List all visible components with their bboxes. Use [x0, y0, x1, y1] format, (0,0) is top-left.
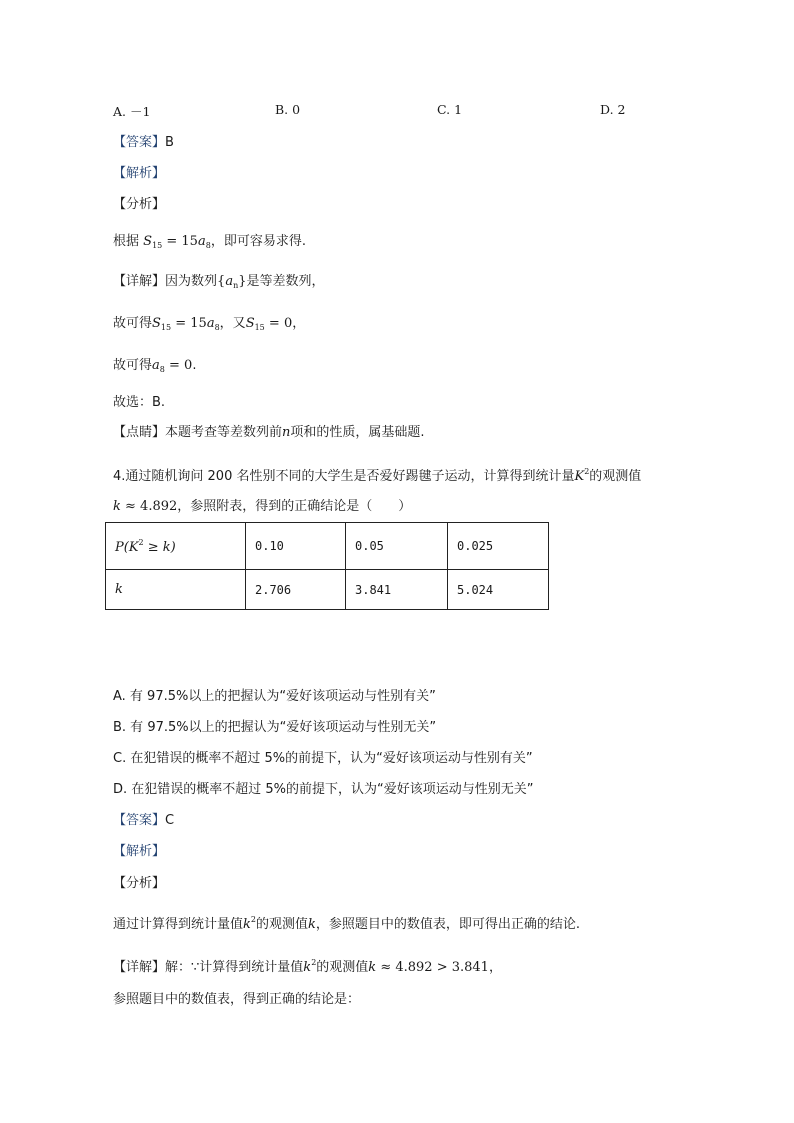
option-c: C. 1 [437, 102, 463, 117]
q4-stem-line-1: 4.通过随机询问 200 名性别不同的大学生是否爱好踢毽子运动，计算得到统计量$K^2$的观测值 [113, 467, 642, 484]
table-cell: 2.706 [246, 570, 346, 610]
q4-analysis-tag: 【解析】 [113, 844, 166, 859]
formula-s15: $S_{15} = 15a_8$ [143, 234, 211, 250]
choice-line: 故选：B. [113, 395, 166, 410]
q4-option-d: D. 在犯错误的概率不超过 5%的前提下，认为“爱好该项运动与性别无关” [113, 782, 534, 797]
table-cell: 0.10 [246, 523, 346, 570]
analysis-tag: 【解析】 [113, 166, 166, 181]
formula-s15-zero: $S_{15} = 0$ [245, 316, 293, 332]
detail-line-1: 【详解】因为数列$\{a_n\}$是等差数列， [113, 274, 325, 290]
answer-tag: 【答案】 [113, 813, 166, 828]
fenxi-tag: 【分析】 [113, 197, 166, 212]
table-cell: 0.05 [346, 523, 448, 570]
table-cell: 0.025 [448, 523, 549, 570]
detail-line-2: 故可得$S_{15} = 15a_8$，又$S_{15} = 0$， [113, 316, 306, 332]
q4-answer-line [113, 811, 174, 831]
q4-fenxi-tag: 【分析】 [113, 876, 166, 891]
note-line: 【点睛】本题考查等差数列前n项和的性质，属基础题. [113, 425, 425, 440]
formula-a8-zero: $a_8 = 0$ [152, 358, 193, 374]
q4-detail-line: 【详解】解：∵计算得到统计量值$k^2$的观测值k ≈ 4.892 > 3.841， [113, 958, 502, 975]
answer-tag: 【答案】 [113, 135, 166, 150]
table-row [106, 523, 549, 570]
table-cell: 3.841 [346, 570, 448, 610]
q4-option-a: A. 有 97.5%以上的把握认为“爱好该项运动与性别有关” [113, 689, 436, 704]
q4-detail-last: 参照题目中的数值表，得到正确的结论是： [113, 992, 361, 1007]
formula-k-compare: k ≈ 4.892 > 3.841 [368, 960, 489, 975]
formula-s15-a8: $S_{15} = 15a_8$ [152, 316, 220, 332]
formula-sequence: $\{a_n\}$ [217, 274, 247, 290]
answer-value: C [165, 813, 175, 828]
table-cell: 5.024 [448, 570, 549, 610]
q4-option-b: B. 有 97.5%以上的把握认为“爱好该项运动与性别无关” [113, 720, 437, 735]
q4-fenxi-text: 通过计算得到统计量值$k^2$的观测值k，参照题目中的数值表，即可得出正确的结论. [113, 915, 581, 932]
answer-value: B [165, 135, 174, 150]
answer-line [113, 133, 174, 153]
formula-k-squared: $K^2$ [574, 467, 590, 484]
detail-line-3: 故可得$a_8 = 0$. [113, 358, 197, 374]
q4-stem-line-2: k ≈ 4.892，参照附表，得到的正确结论是（ ） [113, 499, 412, 514]
option-a: A. －1 [113, 104, 151, 119]
table-row [106, 570, 549, 610]
table-row-header-k: k [106, 570, 246, 610]
option-d: D. 2 [600, 102, 626, 117]
formula-k-approx: k ≈ 4.892 [113, 499, 178, 514]
table-row-header-p: $P(K^2 \ge k)$ [106, 523, 246, 570]
critical-value-table [105, 522, 549, 610]
option-b: B. 0 [275, 102, 301, 117]
q4-option-c: C. 在犯错误的概率不超过 5%的前提下，认为“爱好该项运动与性别有关” [113, 751, 533, 766]
fenxi-text: 根据 $S_{15} = 15a_8$，即可容易求得. [113, 234, 306, 250]
